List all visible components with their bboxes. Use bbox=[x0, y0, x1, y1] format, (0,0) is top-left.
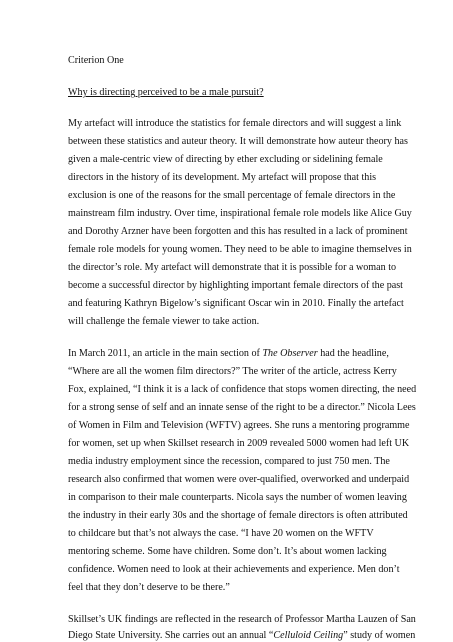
paragraph-line: between these statistics and auteur theory. It will demonstrate how auteur theory has bbox=[68, 136, 408, 147]
paragraph-line: the director’s role. My artefact will demonstrate that it is possible for a woman to bbox=[68, 262, 397, 273]
paragraph-line: for a strong sense of self and an innate sense of the right to be a director.” Nicola Lees bbox=[68, 402, 416, 413]
paragraph-line: confidence. Women need to look at their achievements and experience. Men don’t bbox=[68, 564, 400, 575]
paragraph-line: Skillset’s UK findings are reflected in the research of Professor Martha Lauzen of San bbox=[68, 614, 416, 625]
paragraph-line: given a male-centric view of directing by ether excluding or sidelining female bbox=[68, 154, 383, 165]
paragraph-line: mainstream film industry. Over time, inspirational female role models like Alice Guy bbox=[68, 208, 412, 219]
paragraph-text: ” study of women bbox=[343, 630, 416, 641]
paragraph-line: female role models for young women. They need to be able to imagine themselves in bbox=[68, 244, 412, 255]
paragraph-text: Diego State University. She carries out an annual “ bbox=[68, 630, 274, 641]
paragraph-line: become a successful director by highlighting important female directors of the past bbox=[68, 280, 403, 291]
paragraph-line bbox=[68, 630, 415, 642]
paragraph-line: My artefact will introduce the statistics for female directors and will suggest a link bbox=[68, 118, 402, 129]
paragraph-line: in comparison to their male counterparts. Nicola says the number of women leaving bbox=[68, 492, 407, 503]
paragraph-line: “Where are all the women film directors?” The writer of the article, actress Kerry bbox=[68, 366, 397, 377]
paragraph-text: had the headline, bbox=[317, 348, 389, 359]
paragraph-line: research also confirmed that women were over-qualified, overworked and underpaid bbox=[68, 474, 410, 485]
paragraph-line: directors in the history of its development. My artefact will propose that this bbox=[68, 172, 377, 183]
criterion-heading: Criterion One bbox=[68, 55, 124, 66]
study-title: Celluloid Ceiling bbox=[273, 630, 344, 641]
paragraph-line: the industry in their early 30s and the shortage of female directors is often attributed bbox=[68, 510, 408, 521]
paragraph-line: feel that they don’t deserve to be there.” bbox=[68, 582, 230, 593]
paragraph-line: for women, set up when Skillset research in 2009 revealed 5000 women had left UK bbox=[68, 438, 410, 449]
paragraph-line: media industry employment since the recession, compared to just 750 men. The bbox=[68, 456, 390, 467]
question-heading: Why is directing perceived to be a male pursuit? bbox=[68, 87, 264, 98]
paragraph-line bbox=[68, 348, 389, 360]
publication-title: The Observer bbox=[262, 348, 318, 359]
paragraph-line: exclusion is one of the reasons for the small percentage of female directors in the bbox=[68, 190, 396, 201]
paragraph-line: Fox, explained, “I think it is a lack of confidence that stops women directing, the need bbox=[68, 384, 417, 395]
paragraph-line: mentoring scheme. Some have children. Some don’t. It’s about women lacking bbox=[68, 546, 387, 557]
paragraph-line: and Dorothy Arzner have been forgotten and this has resulted in a lack of prominent bbox=[68, 226, 408, 237]
paragraph-text: In March 2011, an article in the main section of bbox=[68, 348, 263, 359]
paragraph-line: to childcare but that’s not always the case. “I have 20 women on the WFTV bbox=[68, 528, 374, 539]
paragraph-line: and featuring Kathryn Bigelow’s significant Oscar win in 2010. Finally the artefact bbox=[68, 298, 404, 309]
paragraph-line: of Women in Film and Television (WFTV) agrees. She runs a mentoring programme bbox=[68, 420, 410, 431]
paragraph-line: will challenge the female viewer to take action. bbox=[68, 316, 260, 327]
